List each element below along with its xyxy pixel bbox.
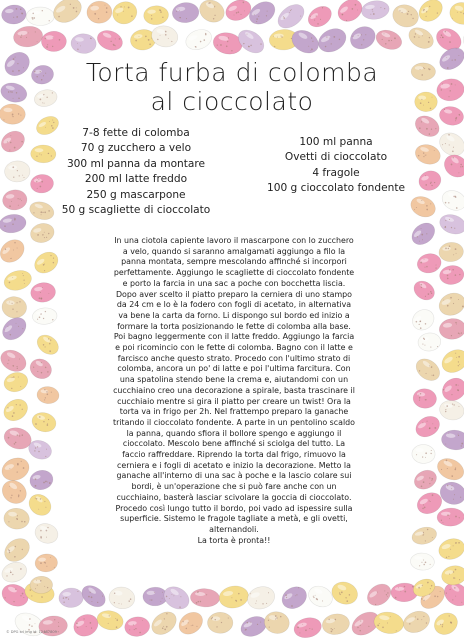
method-line: torta va in frigo per 2h. Nel frattempo preparo la ganache (119, 407, 349, 417)
recipe-title-line-2: al cioccolato (150, 87, 314, 116)
candy-egg (30, 281, 57, 303)
candy-egg (0, 80, 29, 105)
candy-egg (0, 47, 34, 80)
ingredient-item: 100 g cioccolato fondente (266, 182, 406, 195)
candy-egg (436, 289, 464, 319)
candy-egg (49, 0, 86, 27)
image-credit: © DPG srl img id: 12487809 (6, 630, 57, 634)
candy-egg (2, 370, 30, 395)
method-line: da 24 cm e lo è la fodero con fogli di acetato, in alternativa (116, 300, 352, 310)
method-line: va bene la carta da forno. Li dispongo sul bordo ed inizio a (118, 310, 350, 320)
candy-egg (30, 576, 53, 594)
candy-egg (190, 588, 220, 608)
candy-egg (390, 2, 421, 31)
candy-egg (171, 2, 199, 24)
candy-egg (175, 608, 207, 639)
candy-egg (26, 7, 54, 25)
candy-egg (27, 355, 56, 382)
ingredient-item: Ovetti di cioccolato (284, 151, 388, 164)
candy-egg (124, 616, 151, 638)
method-line: colomba, ancora un po' di latte e poi l'ultima farcitura. Con (117, 364, 351, 374)
candy-egg (412, 388, 437, 410)
candy-egg (36, 386, 59, 405)
candy-egg (437, 211, 464, 237)
candy-egg (438, 398, 464, 422)
candy-egg (78, 581, 109, 611)
method-line: panna montata, sempre mescolando affinché si incorpori (121, 257, 347, 267)
candy-egg (28, 221, 56, 245)
method-line: Dopo aver scelto il piatto preparo la cerniera di uno stampo (115, 289, 352, 299)
method-line: superficie. Sistemo le fragole tagliate a metà, e gli ovetti, (120, 514, 348, 524)
candy-egg (292, 615, 323, 640)
method-line: cucchiaio mentre si gira il piatto per creare un twist! Ora la (117, 396, 351, 406)
ingredients-right-column (240, 135, 432, 197)
method-line: la panna, quando sfiora il bollore spengo e aggiungo il (126, 428, 342, 438)
candy-egg (408, 305, 437, 334)
candy-egg (0, 454, 32, 484)
candy-egg (2, 189, 28, 212)
candy-egg (196, 0, 229, 26)
candy-egg (223, 0, 254, 24)
candy-egg (288, 26, 323, 58)
candy-egg (411, 444, 435, 464)
candy-egg (304, 2, 335, 31)
candy-egg (12, 25, 43, 49)
recipe-title (40, 58, 424, 116)
candy-egg (32, 307, 58, 325)
candy-egg (34, 331, 63, 358)
candy-egg (86, 0, 113, 24)
candy-egg (363, 580, 395, 610)
candy-egg (305, 582, 336, 611)
method-line: alternandoli. (209, 524, 259, 534)
method-line: perfettamente. Aggiungo le scagliette di cioccolato fondente (113, 268, 355, 278)
method-line: cucchiaino creo una decorazione a spirale, basta trascinare il (113, 385, 355, 395)
candy-egg (430, 609, 461, 639)
candy-egg (329, 578, 361, 607)
candy-egg (415, 252, 442, 276)
method-line: ganache all'interno di una sac à poche e la lascio colare sui (116, 471, 352, 481)
candy-egg (438, 264, 464, 286)
recipe-method (76, 236, 392, 546)
candy-egg (434, 454, 464, 484)
candy-egg (346, 22, 379, 53)
candy-egg (3, 507, 30, 530)
candy-egg (408, 219, 439, 249)
candy-egg (0, 476, 31, 508)
candy-egg (110, 0, 141, 27)
candy-egg (411, 467, 439, 493)
candy-egg (373, 27, 404, 53)
candy-egg (0, 213, 27, 235)
candy-egg (25, 490, 55, 520)
method-line: una spatolina stendo bene la crema e, aiutandomi con un (119, 375, 349, 385)
candy-egg (437, 508, 464, 527)
candy-egg (34, 553, 58, 573)
candy-egg (435, 77, 464, 102)
ingredient-item: 7-8 fette di colomba (82, 127, 190, 139)
candy-egg (436, 536, 464, 563)
ingredients-left-column (34, 126, 238, 218)
candy-egg (58, 588, 83, 608)
candy-egg (263, 610, 291, 635)
candy-egg (440, 564, 464, 587)
candy-egg (360, 0, 390, 21)
method-line: tritando il cioccolato fondente. A parte in un pentolino scaldo (113, 417, 355, 427)
candy-egg (405, 24, 437, 53)
method-line: e porto la farcia in una sac a poche con bocchetta liscia. (122, 278, 346, 288)
candy-egg (410, 525, 438, 547)
candy-egg (28, 468, 55, 492)
method-line: Poi bagno leggermente con il latte freddo. Aggiungo la farcia (113, 332, 355, 342)
candy-egg (438, 345, 464, 377)
candy-egg (415, 0, 447, 26)
candy-egg (438, 241, 464, 262)
candy-egg (0, 235, 29, 267)
candy-egg (108, 585, 137, 610)
candy-egg (245, 583, 278, 612)
candy-egg (0, 313, 30, 344)
candy-egg (321, 612, 351, 637)
candy-egg (95, 608, 125, 632)
candy-egg (412, 412, 443, 441)
candy-egg (410, 277, 438, 304)
ingredient-item: 250 g mascarpone (86, 188, 186, 201)
candy-egg (438, 105, 464, 128)
candy-egg (448, 0, 464, 27)
candy-egg (400, 607, 433, 636)
candy-egg (183, 26, 215, 53)
candy-egg (238, 613, 270, 640)
candy-egg (41, 31, 66, 52)
candy-egg (32, 520, 60, 546)
candy-egg (278, 583, 310, 613)
candy-egg (408, 193, 439, 221)
candy-egg (441, 429, 464, 451)
candy-egg (314, 24, 350, 57)
candy-egg (440, 150, 464, 181)
candy-egg (1, 4, 27, 25)
candy-egg (234, 25, 268, 57)
candy-egg (438, 317, 464, 340)
candy-egg (1, 296, 28, 320)
method-line: La torta è pronta!! (197, 535, 271, 545)
method-line: formare la torta posizionando le fette di colomba alla base. (117, 321, 351, 331)
candy-egg (150, 24, 180, 50)
candy-egg (2, 267, 34, 293)
candy-egg (207, 612, 233, 633)
method-line: In una ciotola capiente lavoro il mascarpone con lo zucchero (114, 236, 354, 245)
method-line: cerniera e i fogli di acetato e inizio la decorazione. Metto la (117, 460, 351, 470)
candy-egg (147, 607, 180, 639)
ingredient-item: 100 ml panna (299, 136, 373, 148)
candy-egg (0, 395, 32, 425)
candy-egg (417, 332, 442, 353)
method-line: e poi ricomincio con le fette di colomba. Bagno con il latte e (115, 343, 353, 353)
candy-egg (31, 248, 62, 277)
method-line: a velo, quando si saranno amalgamati aggiungo a filo la (122, 246, 346, 256)
candy-egg (4, 160, 30, 182)
method-line: farcisco anche questo strato. Procedo con l'ultimo strato di (117, 353, 351, 363)
candy-egg (0, 559, 30, 586)
candy-egg (0, 534, 34, 566)
candy-egg (94, 27, 125, 54)
candy-egg (30, 410, 58, 435)
method-line: cucchiaino, basterà lasciar scivolare la goccia di cioccolato. (116, 492, 352, 502)
ingredient-item: 200 ml latte freddo (84, 173, 188, 186)
candy-egg (274, 0, 309, 33)
ingredient-item: 70 g zucchero a velo (80, 142, 192, 155)
candy-egg (334, 0, 366, 26)
candy-egg (160, 582, 193, 613)
ingredient-item: 300 ml panna da montare (66, 157, 206, 170)
candy-egg (0, 127, 28, 156)
candy-egg (412, 354, 444, 384)
candy-egg (70, 610, 102, 640)
candy-egg (372, 610, 405, 636)
candy-egg (143, 5, 169, 25)
candy-egg (410, 552, 435, 570)
method-line: Procedo così lungo tutto il bordo, poi vado ad ispessire sulla (115, 503, 353, 513)
candy-egg (0, 346, 30, 376)
recipe-title-line-1: Torta furba di colomba (85, 58, 379, 87)
candy-egg (0, 104, 26, 125)
method-line: cioccolato. Mescolo bene affinché si sciolga del tutto. La (122, 439, 346, 449)
candy-egg (218, 584, 251, 610)
candy-egg (439, 187, 464, 214)
method-line: faccio raffreddare. Riprendo la torta dal frigo, rimuovo la (122, 450, 346, 460)
candy-egg (70, 33, 97, 54)
ingredient-item: 4 fragole (312, 166, 360, 179)
method-line: bordi, è un'operazione che si può fare anche con un (131, 482, 337, 492)
ingredient-item: 50 g scagliette di cioccolato (61, 204, 211, 217)
